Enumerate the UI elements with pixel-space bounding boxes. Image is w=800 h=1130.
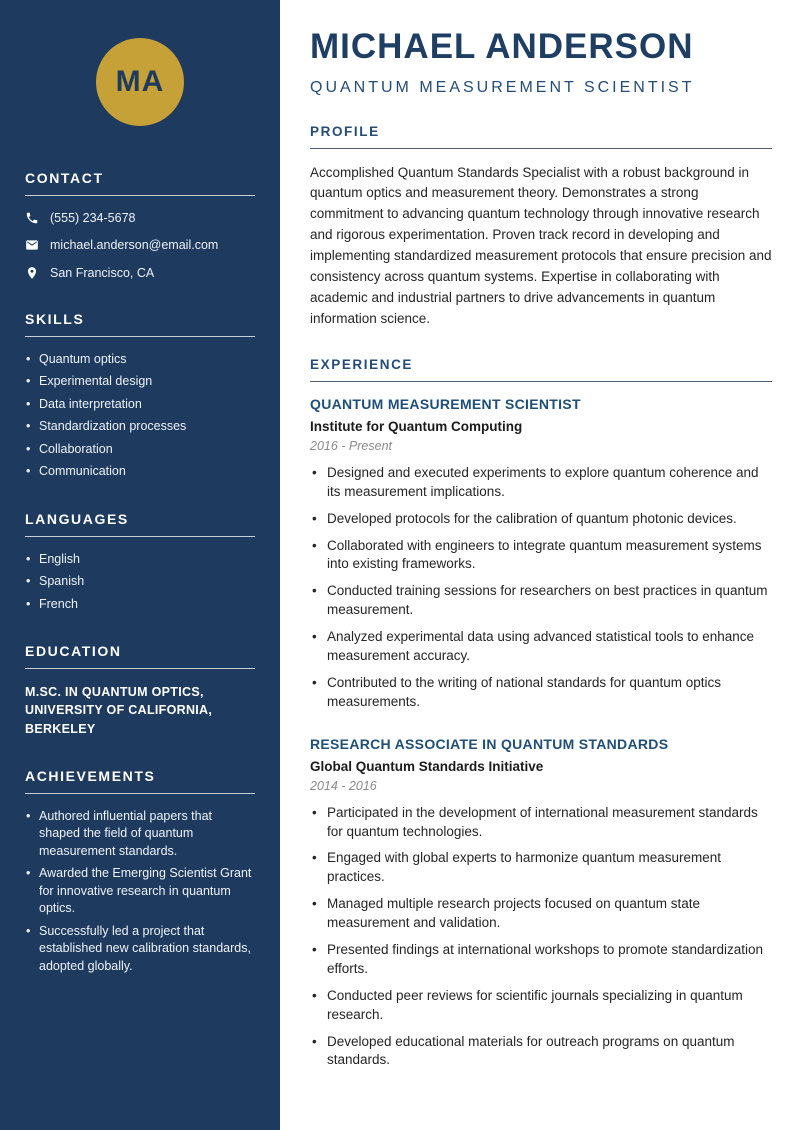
avatar-initials: MA (115, 65, 165, 98)
job-bullet: • Developed educational materials for outreach programs on quantum standards. (310, 1033, 772, 1071)
education-degree: M.SC. IN QUANTUM OPTICS, UNIVERSITY OF CALIFORNIA, BERKELEY (25, 685, 213, 736)
job-dates: 2014 - 2016 (310, 778, 377, 793)
job-bullet: • Engaged with global experts to harmonize quantum measurement practices. (310, 849, 772, 887)
candidate-job-title: QUANTUM MEASUREMENT SCIENTIST (310, 78, 695, 96)
job-company: Institute for Quantum Computing (310, 418, 523, 434)
skill-item: • Standardization processes (25, 418, 255, 436)
email-icon (25, 238, 39, 252)
contact-list (25, 210, 255, 281)
skill-item: • Quantum optics (25, 351, 255, 369)
avatar (96, 38, 184, 126)
job-entry (310, 736, 772, 1071)
job-bullet: • Analyzed experimental data using advanced statistical tools to enhance measurement accuracy. (310, 628, 772, 666)
email-address: michael.anderson@email.com (50, 238, 219, 253)
job-dates: 2016 - Present (310, 438, 392, 453)
contact-section (25, 170, 255, 281)
experience-section (310, 357, 772, 1070)
education-section (25, 643, 255, 737)
job-entry (310, 396, 772, 712)
location-icon (25, 266, 39, 280)
experience-heading: EXPERIENCE (310, 357, 772, 382)
contact-item-phone (25, 210, 255, 226)
profile-text: Accomplished Quantum Standards Specialist with a robust background in quantum optics and measurement theory. Demonstrates a strong commitment to advancing quantum technology through innovative research and rigorous experimentation. Proven track record in developing and implementing standardized measurement protocols that ensure precision and consistency across quantum systems. Expertise in collaborating with academic and industrial partners to drive advancements in quantum information science. (310, 164, 772, 326)
skills-list (25, 351, 255, 481)
contact-item-location (25, 265, 255, 281)
skill-item: • Communication (25, 463, 255, 481)
achievements-heading: ACHIEVEMENTS (25, 768, 255, 794)
achievement-item: • Successfully led a project that established new calibration standards, adopted globally. (25, 923, 255, 976)
achievements-list (25, 808, 255, 976)
language-item: • English (25, 551, 255, 569)
job-bullets (310, 804, 772, 1071)
job-bullet: • Participated in the development of international measurement standards for quantum technologies. (310, 804, 772, 842)
job-bullet: • Collaborated with engineers to integrate quantum measurement systems into existing frameworks. (310, 537, 772, 575)
contact-heading: CONTACT (25, 170, 255, 196)
job-bullet: • Conducted peer reviews for scientific journals specializing in quantum research. (310, 987, 772, 1025)
job-bullet: • Managed multiple research projects focused on quantum state measurement and validation. (310, 895, 772, 933)
language-item: • French (25, 596, 255, 614)
job-bullet: • Contributed to the writing of national standards for quantum optics measurements. (310, 674, 772, 712)
location-text: San Francisco, CA (50, 265, 155, 280)
contact-item-email (25, 237, 255, 253)
skills-heading: SKILLS (25, 311, 255, 337)
candidate-name: MICHAEL ANDERSON (310, 27, 694, 66)
job-bullet: • Conducted training sessions for researchers on best practices in quantum measurement. (310, 582, 772, 620)
job-bullet: • Developed protocols for the calibration of quantum photonic devices. (310, 510, 772, 529)
jobs-list (310, 396, 772, 1070)
job-company: Global Quantum Standards Initiative (310, 758, 544, 774)
languages-section (25, 511, 255, 614)
education-heading: EDUCATION (25, 643, 255, 669)
achievements-section (25, 768, 255, 976)
phone-icon (25, 211, 39, 225)
job-role: RESEARCH ASSOCIATE IN QUANTUM STANDARDS (310, 735, 669, 752)
language-item: • Spanish (25, 573, 255, 591)
sidebar (0, 0, 280, 1130)
phone-number: (555) 234-5678 (50, 211, 136, 225)
job-bullet: • Presented findings at international workshops to promote standardization efforts. (310, 941, 772, 979)
profile-heading: PROFILE (310, 124, 772, 149)
languages-list (25, 551, 255, 614)
skill-item: • Experimental design (25, 373, 255, 391)
languages-heading: LANGUAGES (25, 511, 255, 537)
main-content (280, 0, 800, 1130)
profile-section (310, 124, 772, 330)
achievement-item: • Awarded the Emerging Scientist Grant for innovative research in quantum optics. (25, 865, 255, 918)
achievement-item: • Authored influential papers that shaped the field of quantum measurement standards. (25, 808, 255, 861)
skill-item: • Data interpretation (25, 396, 255, 414)
skill-item: • Collaboration (25, 441, 255, 459)
job-bullet: • Designed and executed experiments to explore quantum coherence and its measurement implications. (310, 464, 772, 502)
job-bullets (310, 464, 772, 712)
job-role: QUANTUM MEASUREMENT SCIENTIST (310, 395, 581, 412)
skills-section (25, 311, 255, 481)
